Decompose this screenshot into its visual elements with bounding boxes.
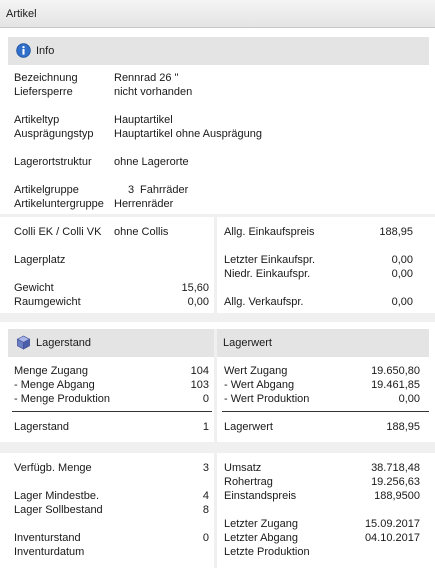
umsatz-label: Umsatz [224,462,262,474]
wert-produktion-value: 0,00 [398,393,420,405]
liefersperre-label: Liefersperre [14,86,73,98]
artikelgruppe-value: Fahrräder [140,184,189,196]
artikeltyp-value: Hauptartikel [114,114,173,126]
lager-header-label: Lagerstand [36,337,92,349]
lagerwert-label: Lagerwert [224,421,273,433]
artikeluntergruppe-value: Herrenräder [114,198,174,210]
info-section-header [8,37,429,65]
mindest-label: Lager Mindestbe. [14,490,99,502]
window-titlebar [0,0,435,28]
allg-vk-value: 0,00 [391,296,413,308]
menge-abgang-value: 103 [190,379,209,391]
allg-ek-value: 188,95 [379,226,413,238]
letzte-produktion-label: Letzte Produktion [224,546,310,558]
lagerwert-value: 188,95 [386,421,420,433]
info-header-label: Info [36,45,55,57]
niedr-ek-value: 0,00 [391,268,413,280]
colli-label: Colli EK / Colli VK [14,226,102,238]
artikeltyp-label: Artikeltyp [14,114,60,126]
letzter-zugang-value: 15.09.2017 [364,518,420,530]
raumgewicht-value: 0,00 [187,296,209,308]
gewicht-value: 15,60 [181,282,209,294]
inventurstand-value: 0 [202,532,209,544]
wert-abgang-value: 19.461,85 [371,379,420,391]
verfueg-label: Verfügb. Menge [14,462,92,474]
menge-abgang-label: - Menge Abgang [14,379,95,391]
raumgewicht-label: Raumgewicht [14,296,81,308]
cube-icon [16,335,31,350]
auspraegungstyp-label: Ausprägungstyp [14,128,94,140]
rohertrag-value: 19.256,63 [371,476,420,488]
artikelgruppe-number: 3 [128,184,135,196]
lager-section-header [8,329,429,357]
price-top-gap [0,214,435,217]
letzter-abgang-label: Letzter Abgang [224,532,299,544]
info-icon [16,43,31,58]
einstandspreis-value: 188,9500 [374,490,420,502]
inventurstand-label: Inventurstand [14,532,81,544]
verfueg-value: 3 [202,462,209,474]
artikelgruppe-label: Artikelgruppe [14,184,79,196]
article-panel [0,28,435,568]
einstandspreis-label: Einstandspreis [224,490,297,502]
colli-value: ohne Collis [114,226,169,238]
allg-vk-label: Allg. Verkaufspr. [224,296,304,308]
lagerortstruktur-label: Lagerortstruktur [14,156,92,168]
wert-produktion-label: - Wert Produktion [224,393,310,405]
wert-abgang-label: - Wert Abgang [224,379,295,391]
artikeluntergruppe-label: Artikeluntergruppe [14,198,104,210]
section-gap [0,313,435,322]
lagerortstruktur-value: ohne Lagerorte [114,156,189,168]
rohertrag-label: Rohertrag [224,476,273,488]
lagerstand-sum-line [12,411,212,412]
menge-produktion-value: 0 [202,393,209,405]
soll-value: 8 [202,504,209,516]
lagerstand-value: 1 [202,421,209,433]
letzter-ek-label: Letzter Einkaufspr. [224,254,316,266]
bezeichnung-value: Rennrad 26 " [114,72,179,84]
lager-band-gap [0,442,435,453]
inventurdatum-label: Inventurdatum [14,546,85,558]
letzter-zugang-label: Letzter Zugang [224,518,298,530]
wert-zugang-label: Wert Zugang [224,365,288,377]
menge-zugang-label: Menge Zugang [14,365,88,377]
letzter-abgang-value: 04.10.2017 [364,532,420,544]
niedr-ek-label: Niedr. Einkaufspr. [224,268,311,280]
lagerwert-sum-line [222,411,429,412]
lagerwert-header-label: Lagerwert [223,337,272,349]
mindest-value: 4 [202,490,209,502]
gewicht-label: Gewicht [14,282,54,294]
allg-ek-label: Allg. Einkaufspreis [224,226,315,238]
auspraegungstyp-value: Hauptartikel ohne Ausprägung [114,128,262,140]
soll-label: Lager Sollbestand [14,504,103,516]
liefersperre-value: nicht vorhanden [114,86,193,98]
lagerstand-label: Lagerstand [14,421,70,433]
menge-produktion-label: - Menge Produktion [14,393,110,405]
lagerplatz-label: Lagerplatz [14,254,66,266]
umsatz-value: 38.718,48 [371,462,420,474]
menge-zugang-value: 104 [190,365,209,377]
bezeichnung-label: Bezeichnung [14,72,78,84]
letzter-ek-value: 0,00 [391,254,413,266]
wert-zugang-value: 19.650,80 [371,365,420,377]
window-title: Artikel [6,8,37,20]
